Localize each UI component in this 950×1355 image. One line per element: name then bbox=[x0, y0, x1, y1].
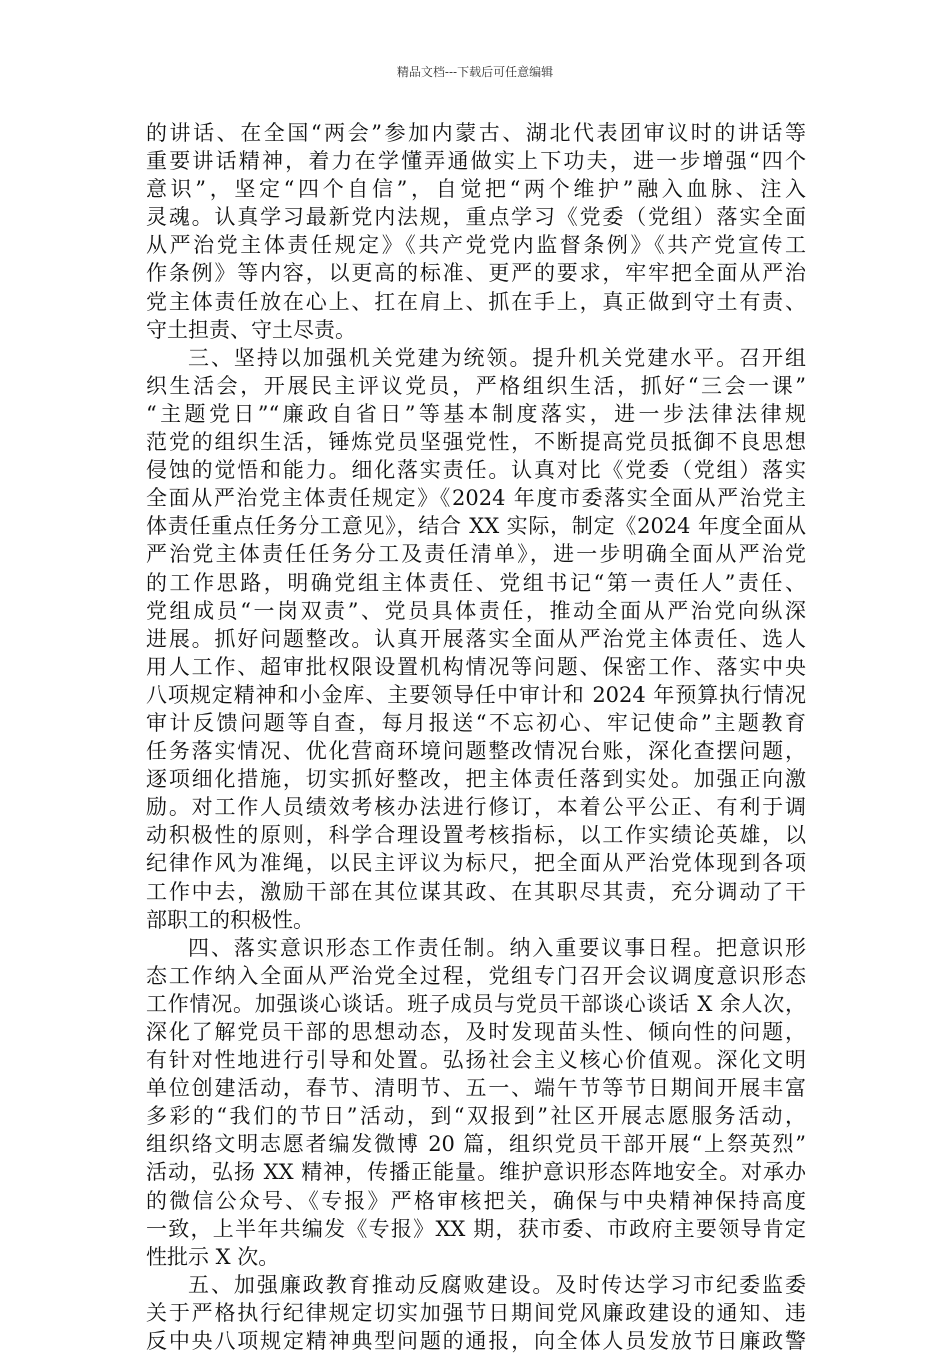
text-line: 有针对性地进行引导和处置。弘扬社会主义核心价值观。深化文明 bbox=[146, 1048, 806, 1073]
text-line: 织生活会，开展民主评议党员，严格组织生活，抓好“三会一课” bbox=[146, 373, 806, 398]
text-line: 灵魂。认真学习最新党内法规，重点学习《党委（党组）落实全面 bbox=[146, 205, 806, 230]
page-header: 精品文档---下载后可任意编辑 bbox=[396, 65, 554, 79]
text-line: 动积极性的原则，科学合理设置考核指标，以工作实绩论英雄，以 bbox=[146, 823, 806, 848]
text-line: 单位创建活动，春节、清明节、五一、端午节等节日期间开展丰富 bbox=[146, 1076, 806, 1101]
text-line: 全面从严治党主体责任规定》《2024 年度市委落实全面从严治党主 bbox=[146, 486, 806, 511]
text-line: 关于严格执行纪律规定切实加强节日期间党风廉政建设的通知、违 bbox=[146, 1300, 806, 1325]
text-line: 五、加强廉政教育推动反腐败建设。及时传达学习市纪委监委 bbox=[188, 1272, 806, 1297]
text-line: 重要讲话精神，着力在学懂弄通做实上下功夫，进一步增强“四个 bbox=[146, 149, 806, 174]
text-line: 组织络文明志愿者编发微博 20 篇，组织党员干部开展“上祭英烈” bbox=[146, 1132, 806, 1157]
text-line: 反中央八项规定精神典型问题的通报，向全体人员发放节日廉政警 bbox=[146, 1329, 806, 1354]
text-line: 意识”，坚定“四个自信”，自觉把“两个维护”融入血脉、注入 bbox=[146, 177, 806, 202]
text-line: 任务落实情况、优化营商环境问题整改情况台账，深化查摆问题， bbox=[146, 739, 806, 764]
text-line: 一致，上半年共编发《专报》XX 期，获市委、市政府主要领导肯定 bbox=[146, 1216, 806, 1241]
text-line: 多彩的“我们的节日”活动，到“双报到”社区开展志愿服务活动， bbox=[146, 1104, 806, 1129]
text-line: 范党的组织生活，锤炼党员坚强党性，不断提高党员抵御不良思想 bbox=[146, 430, 806, 455]
text-line: 守土担责、守土尽责。 bbox=[146, 317, 356, 342]
text-line: 工作情况。加强谈心谈话。班子成员与党员干部谈心谈话 X 余人次， bbox=[146, 991, 806, 1016]
text-line: 纪律作风为准绳，以民主评议为标尺，把全面从严治党体现到各项 bbox=[146, 851, 806, 876]
text-line: 审计反馈问题等自查，每月报送“不忘初心、牢记使命”主题教育 bbox=[146, 710, 806, 735]
text-line: 从严治党主体责任规定》《共产党党内监督条例》《共产党宣传工 bbox=[146, 233, 806, 258]
text-line: “主题党日”“廉政自省日”等基本制度落实，进一步法律法律规 bbox=[146, 401, 806, 426]
text-line: 活动，弘扬 XX 精神，传播正能量。维护意识形态阵地安全。对承办 bbox=[146, 1160, 806, 1185]
text-line: 用人工作、超审批权限设置机构情况等问题、保密工作、落实中央 bbox=[146, 654, 806, 679]
text-line: 态工作纳入全面从严治党全过程，党组专门召开会议调度意识形态 bbox=[146, 963, 806, 988]
text-line: 工作中去，激励干部在其位谋其政、在其职尽其责，充分调动了干 bbox=[146, 879, 806, 904]
text-line: 的讲话、在全国“两会”参加内蒙古、湖北代表团审议时的讲话等 bbox=[146, 121, 806, 145]
text-line: 四、落实意识形态工作责任制。纳入重要议事日程。把意识形 bbox=[188, 935, 806, 960]
text-line: 作条例》等内容，以更高的标准、更严的要求，牢牢把全面从严治 bbox=[146, 261, 806, 286]
text-line: 进展。抓好问题整改。认真开展落实全面从严治党主体责任、选人 bbox=[146, 626, 806, 651]
text-line: 逐项细化措施，切实抓好整改，把主体责任落到实处。加强正向激 bbox=[146, 767, 806, 792]
text-line: 严治党主体责任任务分工及责任清单》，进一步明确全面从严治党 bbox=[146, 542, 806, 567]
text-line: 励。对工作人员绩效考核办法进行修订，本着公平公正、有利于调 bbox=[146, 795, 806, 820]
text-line: 侵蚀的觉悟和能力。细化落实责任。认真对比《党委（党组）落实 bbox=[146, 458, 806, 483]
text-line: 体责任重点任务分工意见》，结合 XX 实际，制定《2024 年度全面从 bbox=[146, 514, 806, 539]
document-body bbox=[146, 119, 806, 1355]
text-line: 党主体责任放在心上、扛在肩上、抓在手上，真正做到守土有责、 bbox=[146, 289, 806, 314]
text-line: 性批示 X 次。 bbox=[146, 1244, 280, 1269]
text-line: 三、坚持以加强机关党建为统领。提升机关党建水平。召开组 bbox=[188, 345, 806, 370]
text-line: 部职工的积极性。 bbox=[146, 907, 314, 932]
text-line: 八项规定精神和小金库、主要领导任中审计和 2024 年预算执行情况 bbox=[146, 682, 806, 707]
text-line: 的微信公众号、《专报》严格审核把关，确保与中央精神保持高度 bbox=[146, 1188, 806, 1213]
text-line: 的工作思路，明确党组主体责任、党组书记“第一责任人”责任、 bbox=[146, 570, 806, 595]
text-line: 党组成员“一岗双责”、党员具体责任，推动全面从严治党向纵深 bbox=[146, 598, 806, 623]
text-line: 深化了解党员干部的思想动态，及时发现苗头性、倾向性的问题， bbox=[146, 1020, 806, 1044]
